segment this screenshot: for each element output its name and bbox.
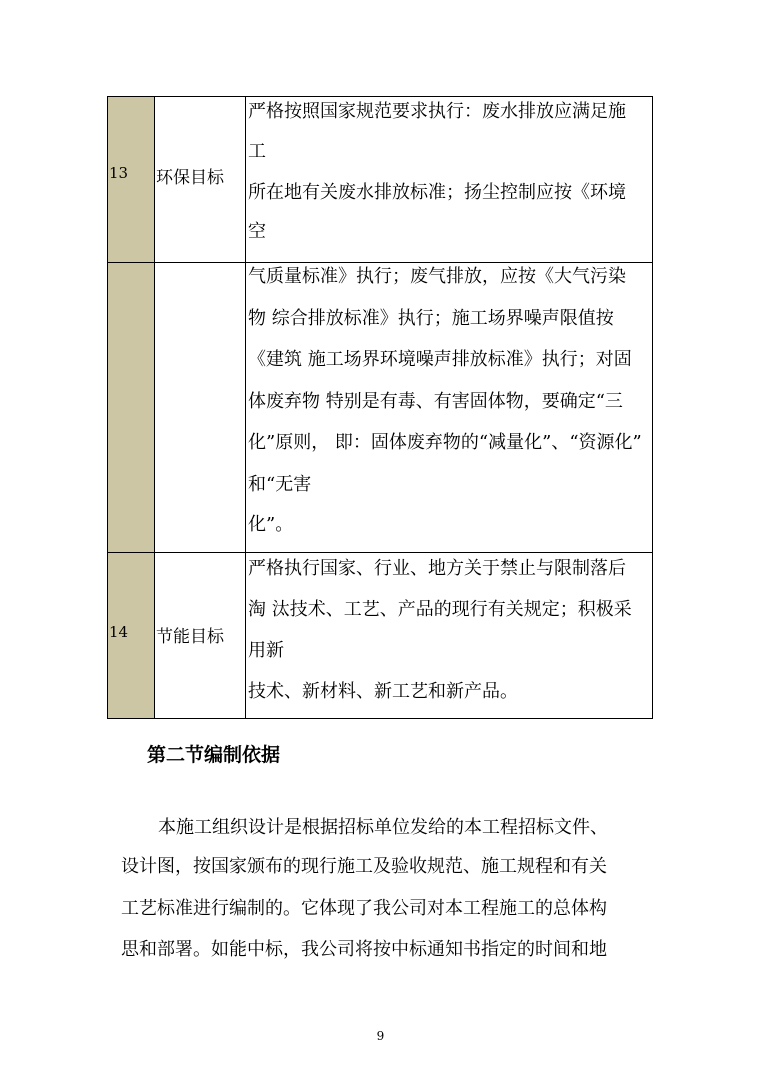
row-number: 14: [109, 623, 129, 641]
page-number: 9: [376, 1029, 385, 1043]
table-continuation-content-cell: [245, 262, 653, 553]
table-continuation-number-cell: [107, 262, 155, 553]
paragraph-line: 思和部署。如能中标，我公司将按中标通知书指定的时间和地: [121, 939, 607, 960]
paragraph-line: 设计图，按国家颁布的现行施工及验收规范、施工规程和有关: [121, 856, 607, 877]
row-name: 环保目标: [156, 168, 224, 188]
content-line: 严格按照国家规范要求执行：废水排放应满足施: [248, 101, 626, 122]
table-row-13-content-cell: [245, 96, 653, 263]
content-line: 气质量标准》执行；废气排放，应按《大气污染: [248, 266, 626, 287]
content-line: 物 综合排放标准》执行；施工场界噪声限值按: [248, 308, 614, 329]
content-line: 工: [248, 141, 266, 162]
content-line: 化”原则， 即：固体废弃物的“减量化”、“资源化”: [248, 432, 642, 453]
paragraph-line: 工艺标准进行编制的。它体现了我公司对本工程施工的总体构: [121, 898, 607, 919]
table-continuation-name-cell: [154, 262, 246, 553]
content-line: 和“无害: [248, 474, 312, 495]
content-line: 淘 汰技术、工艺、产品的现行有关规定；积极采: [248, 599, 632, 620]
table-row-14-number-cell: [107, 552, 155, 719]
content-line: 用新: [248, 640, 284, 661]
content-line: 《建筑 施工场界环境噪声排放标准》执行；对固: [248, 349, 632, 370]
section-title: 第二节编制依据: [147, 744, 281, 766]
content-line: 化”。: [248, 514, 294, 535]
row-number: 13: [109, 164, 129, 182]
table-row-14-name-cell: [154, 552, 246, 719]
row-name: 节能目标: [156, 627, 224, 647]
content-line: 技术、新材料、新工艺和新产品。: [248, 681, 518, 702]
content-line: 所在地有关废水排放标准；扬尘控制应按《环境: [248, 182, 626, 203]
paragraph-line: 本施工组织设计是根据招标单位发给的本工程招标文件、: [158, 817, 608, 838]
content-line: 体废弃物 特别是有毒、有害固体物，要确定“三: [248, 391, 623, 412]
content-line: 空: [248, 221, 266, 242]
table-row-14-content-cell: [245, 552, 653, 719]
content-line: 严格执行国家、行业、地方关于禁止与限制落后: [248, 558, 626, 579]
table-row-13-name-cell: [154, 96, 246, 263]
table-row-13-number-cell: [107, 96, 155, 263]
